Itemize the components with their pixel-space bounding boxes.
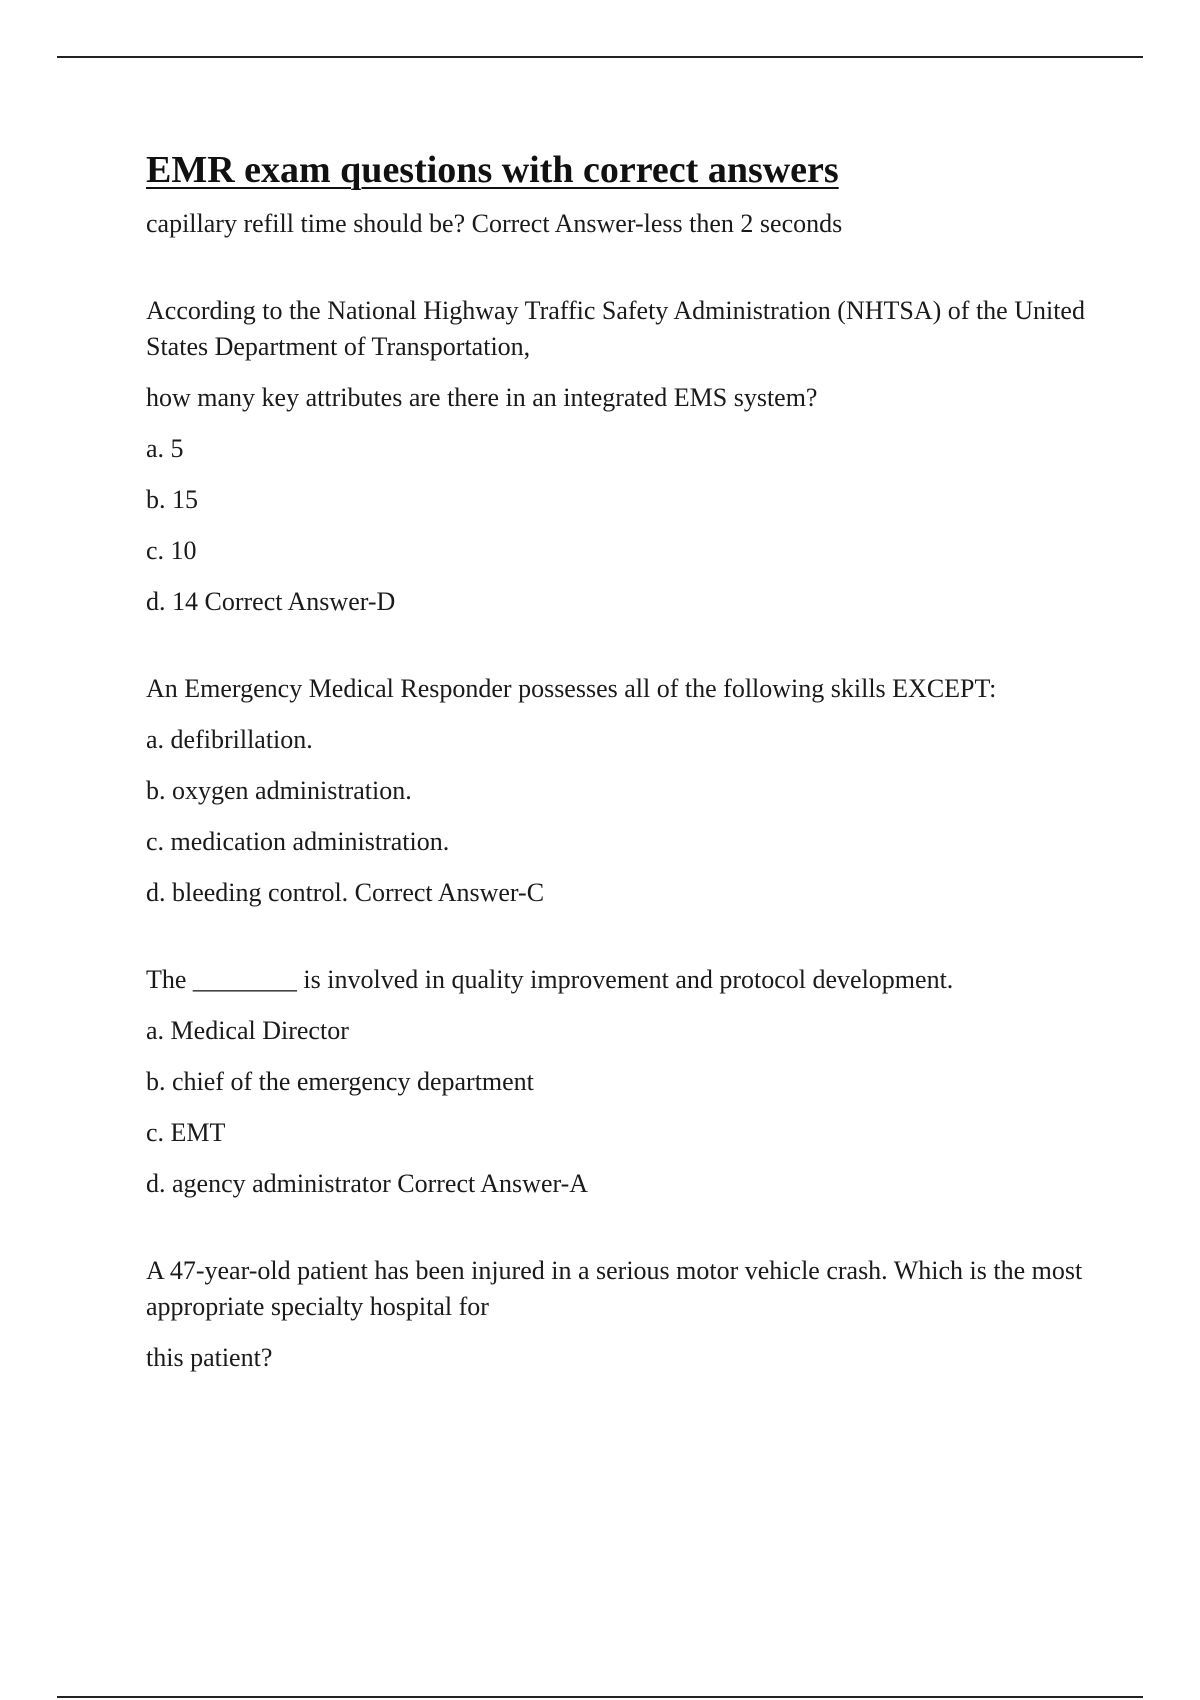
question-block-emr-skills bbox=[146, 671, 1106, 911]
question-text: this patient? bbox=[146, 1343, 273, 1372]
answer-option-c: c. medication administration. bbox=[146, 827, 450, 856]
header-rule bbox=[57, 56, 1143, 58]
answer-option-b: b. chief of the emergency department bbox=[146, 1067, 534, 1096]
answer-option-a: a. defibrillation. bbox=[146, 725, 313, 754]
question-block-nhtsa-attributes bbox=[146, 293, 1106, 620]
answer-option-d: d. 14 Correct Answer-D bbox=[146, 587, 396, 616]
question-text: capillary refill time should be? Correct Answer-less then 2 seconds bbox=[146, 209, 843, 238]
question-text: According to the National Highway Traffic Safety Administration (NHTSA) of the United States Department of Transportation, bbox=[146, 296, 1085, 361]
question-text: An Emergency Medical Responder possesses all of the following skills EXCEPT: bbox=[146, 674, 997, 703]
answer-option-b: b. 15 bbox=[146, 485, 198, 514]
document-body bbox=[146, 146, 1106, 1376]
answer-option-d: d. agency administrator Correct Answer-A bbox=[146, 1169, 589, 1198]
answer-option-d: d. bleeding control. Correct Answer-C bbox=[146, 878, 545, 907]
answer-option-c: c. EMT bbox=[146, 1118, 226, 1147]
question-text: how many key attributes are there in an integrated EMS system? bbox=[146, 383, 818, 412]
answer-option-a: a. 5 bbox=[146, 434, 184, 463]
question-block-quality-improvement bbox=[146, 962, 1106, 1202]
document-title: EMR exam questions with correct answers bbox=[146, 149, 839, 191]
answer-option-c: c. 10 bbox=[146, 536, 197, 565]
question-text: A 47-year-old patient has been injured in a serious motor vehicle crash. Which is the most appropriate specialty hospital for bbox=[146, 1256, 1083, 1321]
answer-option-a: a. Medical Director bbox=[146, 1016, 349, 1045]
question-block-capillary-refill bbox=[146, 206, 1106, 242]
question-text: The ________ is involved in quality improvement and protocol development. bbox=[146, 965, 954, 994]
question-block-specialty-hospital bbox=[146, 1253, 1106, 1376]
answer-option-b: b. oxygen administration. bbox=[146, 776, 412, 805]
footer-rule bbox=[57, 1696, 1143, 1698]
